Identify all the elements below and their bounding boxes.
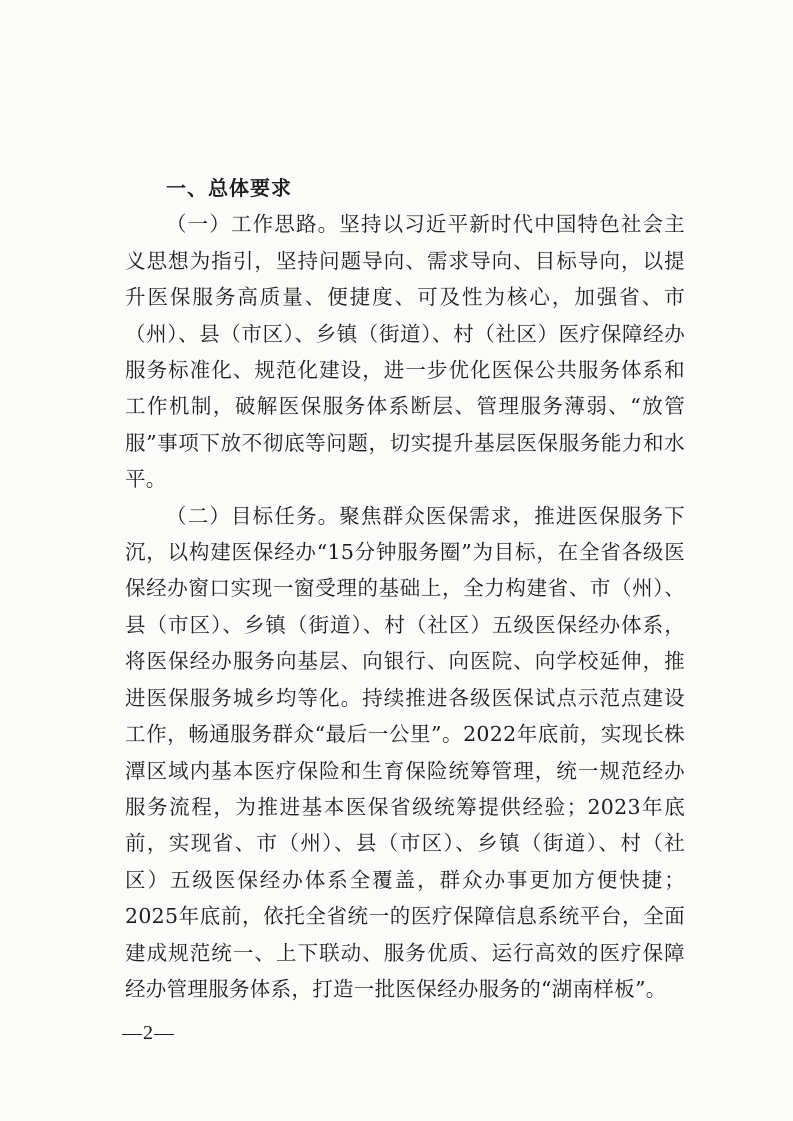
paragraph-target-tasks bbox=[125, 498, 685, 1008]
paragraph-lead: （一）工作思路。 bbox=[166, 212, 340, 237]
paragraph-text: 坚持以习近平新时代中国特色社会主义思想为指引，坚持问题导向、需求导向、目标导向，以提升医保服务高质量、便捷度、可及性为核心，加强省、市（州）、县（市区）、乡镇（街道）、村（社区）医疗保障经办服务标准化、规范化建设，进一步优化医保公共服务体系和工作机制，破解医保服务体系断层、管理服务薄弱、“放管服”事项下放不彻底等问题，切实提升基层医保服务能力和水平。 bbox=[125, 212, 685, 492]
paragraph-lead: （二）目标任务。 bbox=[166, 503, 340, 528]
paragraph-text: 聚焦群众医保需求，推进医保服务下沉，以构建医保经办“15分钟服务圈”为目标，在全省各级医保经办窗口实现一窗受理的基础上，全力构建省、市（州）、县（市区）、乡镇（街道）、村（社区）五级医保经办体系，将医保经办服务向基层、向银行、向医院、向学校延伸，推进医保服务城乡均等化。持续推进各级医保试点示范点建设工作，畅通服务群众“最后一公里”。2022年底前，实现长株潭区域内基本医疗保险和生育保险统筹管理，统一规范经办服务流程，为推进基本医保省级统筹提供经验；2023年底前，实现省、市（州）、县（市区）、乡镇（街道）、村（社区）五级医保经办体系全覆盖，群众办事更加方便快捷；2025年底前，依托全省统一的医疗保障信息系统平台，全面建成规范统一、上下联动、服务优质、运行高效的医疗保障经办管理服务体系，打造一批医保经办服务的“湖南样板”。 bbox=[125, 503, 685, 1001]
page-number: —2— bbox=[122, 1022, 175, 1044]
document-body bbox=[125, 170, 685, 1007]
paragraph-work-approach bbox=[125, 206, 685, 497]
section-heading: 一、总体要求 bbox=[166, 176, 292, 200]
